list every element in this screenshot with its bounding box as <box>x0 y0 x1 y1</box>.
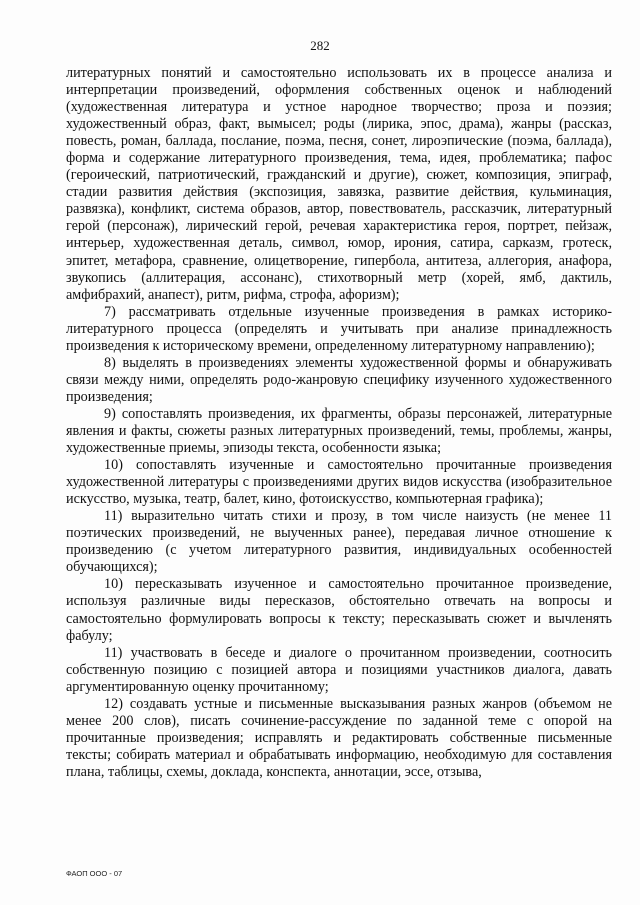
page-number: 282 <box>310 38 330 53</box>
paragraph: 8) выделять в произведениях элементы художественной формы и обнаруживать связи между ними, определять родо-жанровую специфику изученного художественного произведения; <box>66 354 612 405</box>
paragraph: 10) пересказывать изученное и самостоятельно прочитанное произведение, используя различные виды пересказов, обстоятельно отвечать на вопросы и самостоятельно формулировать вопросы к тексту; пересказывать сюжет и вычленять фабулу; <box>66 576 612 644</box>
paragraph: 7) рассматривать отдельные изученные произведения в рамках историко-литературного процесса (определять и учитывать при анализе принадлежность произведения к историческому времени, определенному литературному направлению); <box>66 303 612 354</box>
paragraph: 11) участвовать в беседе и диалоге о прочитанном произведении, соотносить собственную позицию с позицией автора и позициями участников диалога, давать аргументированную оценку прочитанному; <box>66 644 612 695</box>
paragraph: 9) сопоставлять произведения, их фрагменты, образы персонажей, литературные явления и факты, сюжеты разных литературных произведений, темы, проблемы, жанры, художественные приемы, эпизоды текста, особенности языка; <box>66 405 612 457</box>
paragraph: 12) создавать устные и письменные высказывания разных жанров (объемом не менее 200 слов), писать сочинение-рассуждение по заданной теме с опорой на прочитанные произведения; исправлять и редактировать собственные письменные тексты; собирать материал и обрабатывать информацию, необходимую для составления плана, таблицы, схемы, доклада, конспекта, аннотации, эссе, отзыва, <box>66 695 612 780</box>
paragraph: литературных понятий и самостоятельно использовать их в процессе анализа и интерпретации произведений, оформления собственных оценок и наблюдений (художественная литература и устное народное творчество; проза и поэзия; художественный образ, факт, вымысел; роды (лирика, эпос, драма), жанры (рассказ, повесть, роман, баллада, послание, поэма, песня, сонет, лироэпические (поэма, баллада), форма и содержание литературного произведения, тема, идея, проблематика; пафос (героический, патриотический, гражданский и другие), сюжет, композиция, эпиграф, стадии развития действия (экспозиция, завязка, развитие действия, кульминация, развязка), конфликт, система образов, автор, повествователь, рассказчик, литературный герой (персонаж), лирический герой, речевая характеристика героя, портрет, пейзаж, интерьер, художественная деталь, символ, юмор, ирония, сатира, сарказм, гротеск, эпитет, метафора, сравнение, олицетворение, гипербола, антитеза, аллегория, анафора, звукопись (аллитерация, ассонанс), стихотворный метр (хорей, ямб, дактиль, амфибрахий, анапест), ритм, рифма, строфа, афоризм); <box>66 65 612 303</box>
paragraph: 11) выразительно читать стихи и прозу, в том числе наизусть (не менее 11 поэтических произведений, не выученных ранее), передавая личное отношение к произведению (с учетом литературного развития, индивидуальных особенностей обучающихся); <box>66 508 612 576</box>
footer-code: ФАОП ООО - 07 <box>66 869 123 878</box>
body-text <box>66 65 612 781</box>
paragraph: 10) сопоставлять изученные и самостоятельно прочитанные произведения художественной литературы с произведениями других видов искусства (изобразительное искусство, музыка, театр, балет, кино, фотоискусство, компьютерная графика); <box>66 457 612 508</box>
